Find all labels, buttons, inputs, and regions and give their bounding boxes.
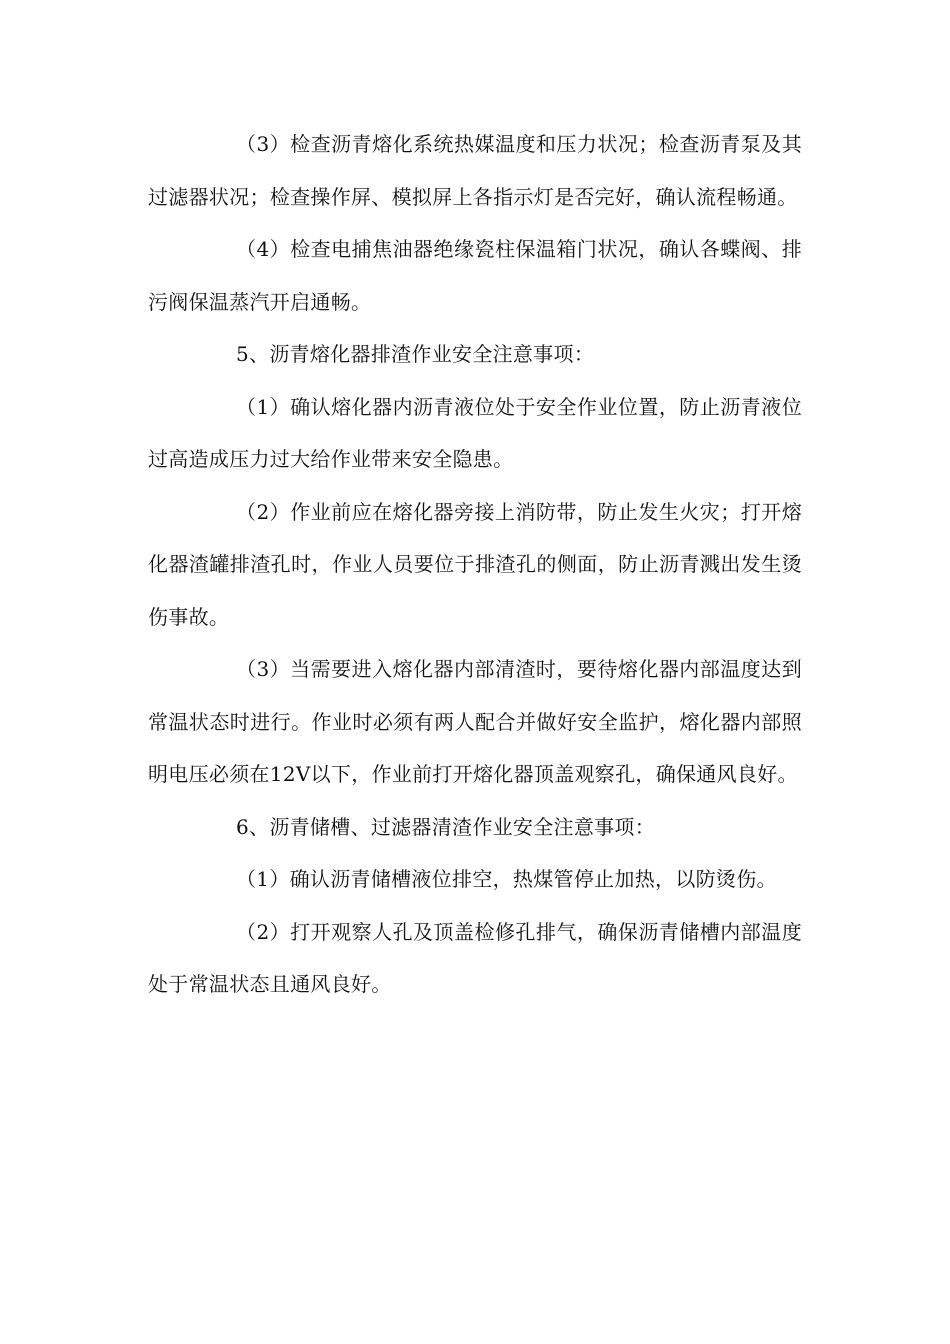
document-body xyxy=(148,118,802,1011)
paragraph-fire-hose-and-slag-hole: （2）作业前应在熔化器旁接上消防带，防止发生火灾；打开熔化器渣罐排渣孔时，作业人员要位于排渣孔的侧面，防止沥青溅出发生烫伤事故。 xyxy=(148,499,802,629)
paragraph-check-asphalt-melting-system: （3）检查沥青熔化系统热媒温度和压力状况；检查沥青泵及其过滤器状况；检查操作屏、模拟屏上各指示灯是否完好，确认流程畅通。 xyxy=(148,132,802,209)
paragraph-internal-cleaning: （3）当需要进入熔化器内部清渣时，要待熔化器内部温度达到常温状态时进行。作业时必须有两人配合并做好安全监护，熔化器内部照明电压必须在12V以下，作业前打开熔化器顶盖观察孔，确保通风良好。 xyxy=(148,657,802,786)
paragraph-check-electric-tar-precipitator: （4）检查电捕焦油器绝缘瓷柱保温箱门状况，确认各蝶阀、排污阀保温蒸汽开启通畅。 xyxy=(148,237,802,314)
paragraph-open-manhole-vent: （2）打开观察人孔及顶盖检修孔排气，确保沥青储槽内部温度处于常温状态且通风良好。 xyxy=(148,919,802,996)
paragraph-drain-tank: （1）确认沥青储槽液位排空，热煤管停止加热，以防烫伤。 xyxy=(236,867,777,891)
paragraph-confirm-liquid-level: （1）确认熔化器内沥青液位处于安全作业位置，防止沥青液位过高造成压力过大给作业带来安全隐患。 xyxy=(148,394,802,471)
section-heading-6-storage-tank-cleaning: 6、沥青储槽、过滤器清渣作业安全注意事项： xyxy=(236,814,656,839)
section-heading-5-melter-slag-discharge: 5、沥青熔化器排渣作业安全注意事项： xyxy=(236,342,595,366)
